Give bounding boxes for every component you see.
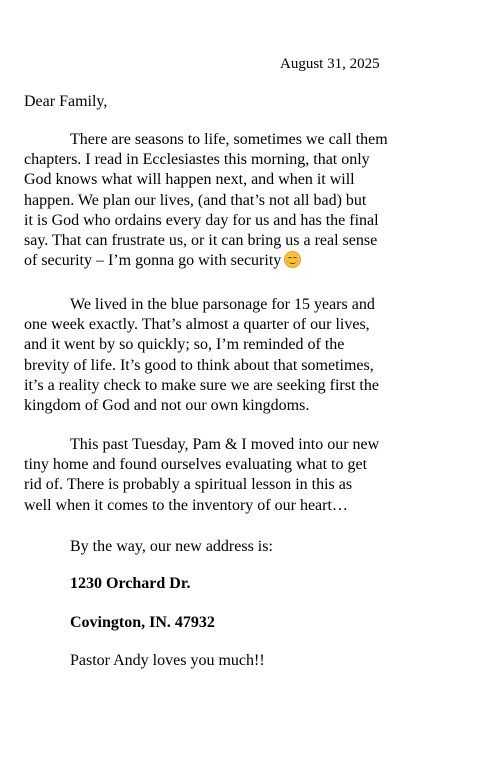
smiling-face-icon: [284, 251, 301, 268]
paragraph-line: it is God who ordains every day for us and has the final: [24, 211, 379, 229]
paragraph-tiny-home: [24, 435, 379, 516]
paragraph-line: rid of. There is probably a spiritual lesson in this as: [24, 476, 353, 494]
address-street: 1230 Orchard Dr.: [70, 575, 191, 592]
paragraph-line: one week exactly. That’s almost a quarter of our lives,: [24, 316, 370, 334]
address-city: Covington, IN. 47932: [70, 614, 215, 631]
paragraph-line: We lived in the blue parsonage for 15 years and: [70, 296, 375, 313]
letter-date: August 31, 2025: [280, 56, 380, 72]
paragraph-line: say. That can frustrate us, or it can bring us a real sense: [24, 232, 378, 250]
paragraph-line: kingdom of God and not our own kingdoms.: [24, 397, 310, 415]
paragraph-parsonage: [24, 295, 379, 416]
paragraph-line: brevity of life. It’s good to think about that sometimes,: [24, 356, 374, 374]
address-intro: By the way, our new address is:: [70, 538, 273, 555]
paragraph-line: well when it comes to the inventory of our heart…: [24, 496, 348, 514]
paragraph-line-text: of security – I’m gonna go with security: [24, 252, 282, 270]
paragraph-line: chapters. I read in Ecclesiastes this morning, that only: [24, 151, 370, 169]
paragraph-seasons: [24, 130, 388, 271]
letter-greeting: Dear Family,: [24, 93, 108, 110]
paragraph-line: happen. We plan our lives, (and that’s not all bad) but: [24, 191, 367, 209]
letter-closing: Pastor Andy loves you much!!: [70, 652, 265, 669]
paragraph-line: and it went by so quickly; so, I’m reminded of the: [24, 336, 345, 354]
paragraph-line-last: [24, 251, 388, 271]
paragraph-line: it’s a reality check to make sure we are seeking first the: [24, 376, 379, 394]
paragraph-line: There are seasons to life, sometimes we call them: [70, 131, 388, 148]
paragraph-line: tiny home and found ourselves evaluating what to get: [24, 456, 368, 474]
paragraph-line: God knows what will happen next, and when it will: [24, 171, 355, 189]
paragraph-line: This past Tuesday, Pam & I moved into our new: [70, 436, 380, 453]
